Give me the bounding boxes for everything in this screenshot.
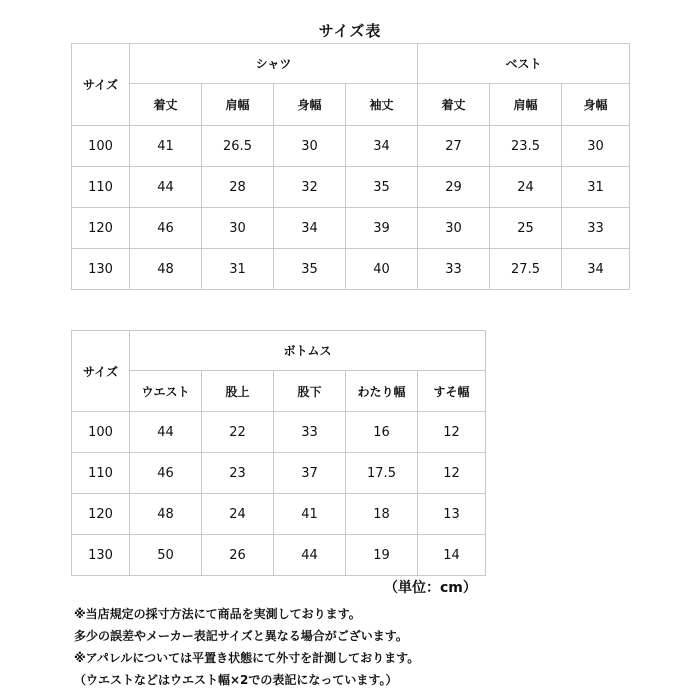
value-cell: 25 [490,208,562,249]
value-cell: 13 [418,494,486,535]
value-cell: 19 [346,535,418,576]
value-cell: 44 [274,535,346,576]
column-header: ウエスト [130,371,202,412]
note-line: ※当店規定の採寸方法にて商品を実測しております。 [74,607,361,621]
column-header: 身幅 [562,84,630,126]
column-header: 股下 [274,371,346,412]
value-cell: 39 [346,208,418,249]
note-line: ※アパレルについては平置き状態にて外寸を計測しております。 [74,651,420,665]
value-cell: 31 [202,249,274,290]
table-row [72,535,486,576]
size-header: サイズ [72,44,130,126]
size-cell: 100 [72,412,130,453]
value-cell: 23 [202,453,274,494]
column-header: 着丈 [130,84,202,126]
value-cell: 14 [418,535,486,576]
value-cell: 40 [346,249,418,290]
value-cell: 27 [418,126,490,167]
value-cell: 48 [130,249,202,290]
column-header: すそ幅 [418,371,486,412]
value-cell: 30 [418,208,490,249]
value-cell: 30 [562,126,630,167]
column-header-row [72,371,486,412]
column-header: 股上 [202,371,274,412]
size-cell: 110 [72,167,130,208]
size-cell: 130 [72,249,130,290]
value-cell: 12 [418,412,486,453]
value-cell: 41 [130,126,202,167]
size-cell: 130 [72,535,130,576]
value-cell: 34 [346,126,418,167]
value-cell: 41 [274,494,346,535]
size-cell: 120 [72,494,130,535]
value-cell: 23.5 [490,126,562,167]
value-cell: 33 [418,249,490,290]
group-header-bottoms: ボトムス [130,331,486,371]
column-header: 身幅 [274,84,346,126]
value-cell: 33 [274,412,346,453]
value-cell: 37 [274,453,346,494]
column-header: わたり幅 [346,371,418,412]
size-table-tops [71,43,630,290]
value-cell: 34 [562,249,630,290]
value-cell: 12 [418,453,486,494]
value-cell: 50 [130,535,202,576]
notes [74,603,419,691]
value-cell: 27.5 [490,249,562,290]
column-header: 肩幅 [202,84,274,126]
value-cell: 46 [130,208,202,249]
value-cell: 34 [274,208,346,249]
value-cell: 24 [490,167,562,208]
table-row [72,412,486,453]
note-line: 多少の誤差やメーカー表記サイズと異なる場合がございます。 [74,629,408,643]
value-cell: 17.5 [346,453,418,494]
value-cell: 22 [202,412,274,453]
column-header: 肩幅 [490,84,562,126]
value-cell: 35 [346,167,418,208]
column-header-row [72,84,630,126]
unit-label: （単位：cm） [384,580,477,596]
group-header-vest: ベスト [418,44,630,84]
table-row [72,208,630,249]
group-header-row [72,44,630,84]
value-cell: 30 [274,126,346,167]
value-cell: 16 [346,412,418,453]
table-row [72,249,630,290]
group-header-shirt: シャツ [130,44,418,84]
value-cell: 44 [130,167,202,208]
size-cell: 100 [72,126,130,167]
value-cell: 26 [202,535,274,576]
group-header-row [72,331,486,371]
size-table-bottoms [71,330,486,576]
note-line: （ウエストなどはウエスト幅×2での表記になっています。） [74,673,398,687]
value-cell: 30 [202,208,274,249]
value-cell: 31 [562,167,630,208]
value-cell: 26.5 [202,126,274,167]
value-cell: 24 [202,494,274,535]
value-cell: 33 [562,208,630,249]
value-cell: 18 [346,494,418,535]
size-cell: 110 [72,453,130,494]
table-row [72,494,486,535]
value-cell: 35 [274,249,346,290]
column-header: 袖丈 [346,84,418,126]
value-cell: 48 [130,494,202,535]
value-cell: 28 [202,167,274,208]
page-title: サイズ表 [318,22,382,40]
size-header: サイズ [72,331,130,412]
table-row [72,126,630,167]
table-row [72,167,630,208]
value-cell: 32 [274,167,346,208]
table-row [72,453,486,494]
value-cell: 29 [418,167,490,208]
value-cell: 44 [130,412,202,453]
value-cell: 46 [130,453,202,494]
size-cell: 120 [72,208,130,249]
column-header: 着丈 [418,84,490,126]
